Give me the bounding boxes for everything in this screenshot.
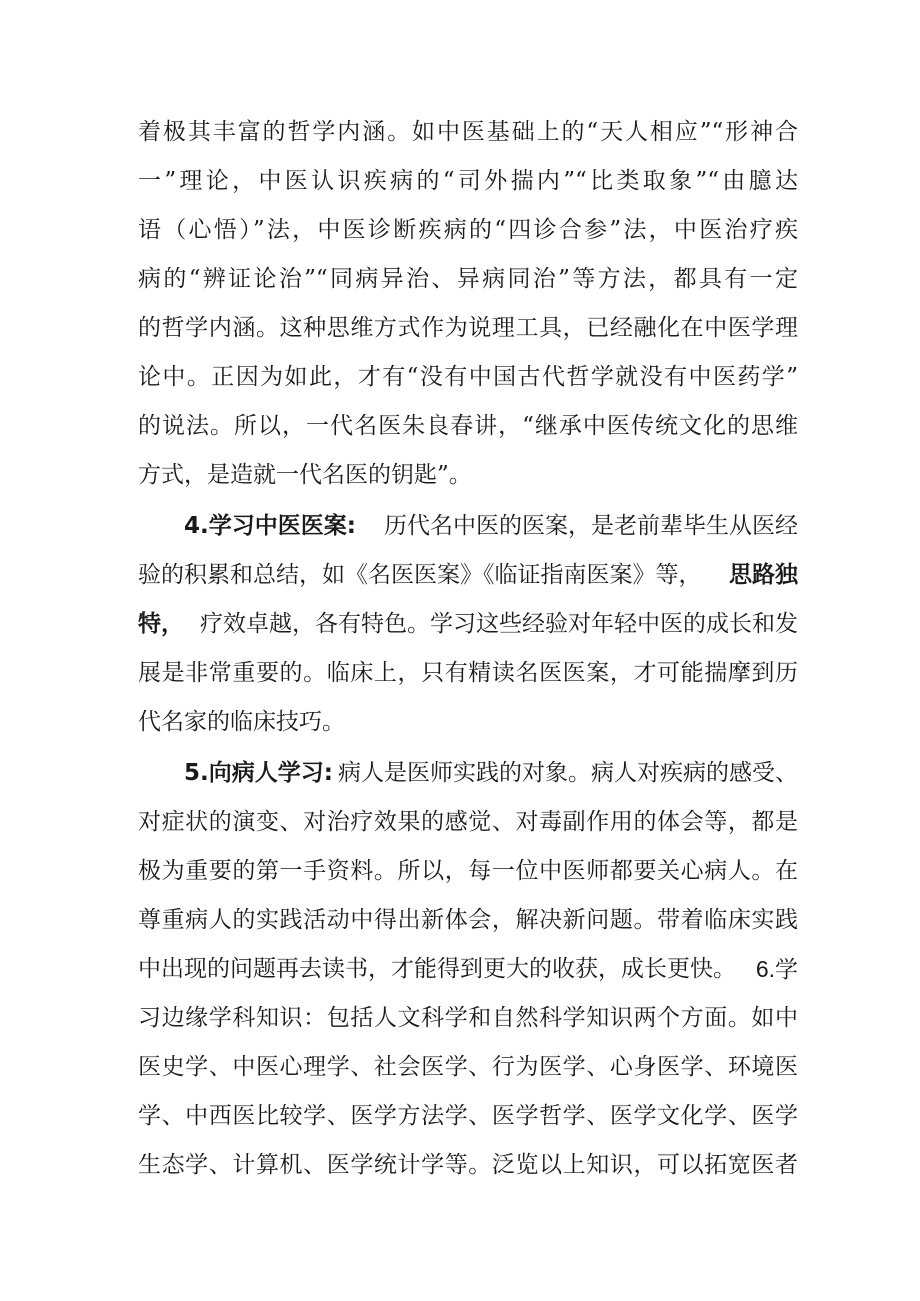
section-5-text: 病人是医师实践的对象。病人对疾病的感受、 [338,760,798,786]
section-5-first-line [184,753,798,793]
paragraph-line: 语（心悟）”法，中医诊断疾病的“四诊合参”法，中医治疗疾 [138,217,798,243]
paragraph-line: 的哲学内涵。这种思维方式作为说理工具，已经融化在中医学理 [138,315,798,341]
section-6-line: 医史学、中医心理学、社会医学、行为医学、心身医学、环境医 [138,1054,798,1080]
section-5-line: 尊重病人的实践活动中得出新体会，解决新问题。带着临床实践 [138,907,798,933]
paragraph-line: 论中。正因为如此，才有“没有中国古代哲学就没有中医药学” [138,364,798,390]
paragraph-line: 病的“辨证论治”“同病异治、异病同治”等方法，都具有一定 [138,266,798,292]
section-4-text: 历代名中医的医案，是老前辈毕生从医经 [384,513,798,539]
section-4-line [138,604,798,644]
section-5-line: 极为重要的第一手资料。所以，每一位中医师都要关心病人。在 [138,858,798,884]
section-4-emphasis: 思路独 [729,562,798,588]
section-4-text: 疗效卓越，各有特色。学习这些经验对年轻中医的成长和发 [200,611,798,637]
section-4-emphasis: 特， [138,611,184,637]
paragraph-line: 方式，是造就一代名医的钥匙”。 [138,462,472,488]
section-6-number: 6.学 [755,956,798,982]
section-4-text: 验的积累和总结，如《名医医案》《临证指南医案》等， [138,562,702,588]
section-6-line: 习边缘学科知识：包括人文科学和自然科学知识两个方面。如中 [138,1005,798,1031]
paragraph-line: 的说法。所以，一代名医朱良春讲，“继承中医传统文化的思维 [138,413,798,439]
section-5-heading: 5.向病人学习: [184,760,333,786]
section-5-line [138,949,798,989]
section-4-line: 展是非常重要的。临床上，只有精读名医医案，才可能揣摩到历 [138,660,798,686]
section-4-first-line [184,506,798,546]
section-6-line: 学、中西医比较学、医学方法学、医学哲学、医学文化学、医学 [138,1103,798,1129]
section-6-line: 生态学、计算机、医学统计学等。泛览以上知识，可以拓宽医者 [138,1152,798,1178]
paragraph-line: 着极其丰富的哲学内涵。如中医基础上的“天人相应”“形神合 [138,119,798,145]
section-4-heading: 4.学习中医医案: [184,513,356,539]
section-4-line: 代名家的临床技巧。 [138,709,345,735]
section-5-line: 对症状的演变、对治疗效果的感觉、对毒副作用的体会等，都是 [138,809,798,835]
section-5-text: 中出现的问题再去读书，才能得到更大的收获，成长更快。 [138,956,736,982]
paragraph-line: 一”理论，中医认识疾病的“司外揣内”“比类取象”“由臆达 [138,168,798,194]
section-4-line [138,555,798,595]
